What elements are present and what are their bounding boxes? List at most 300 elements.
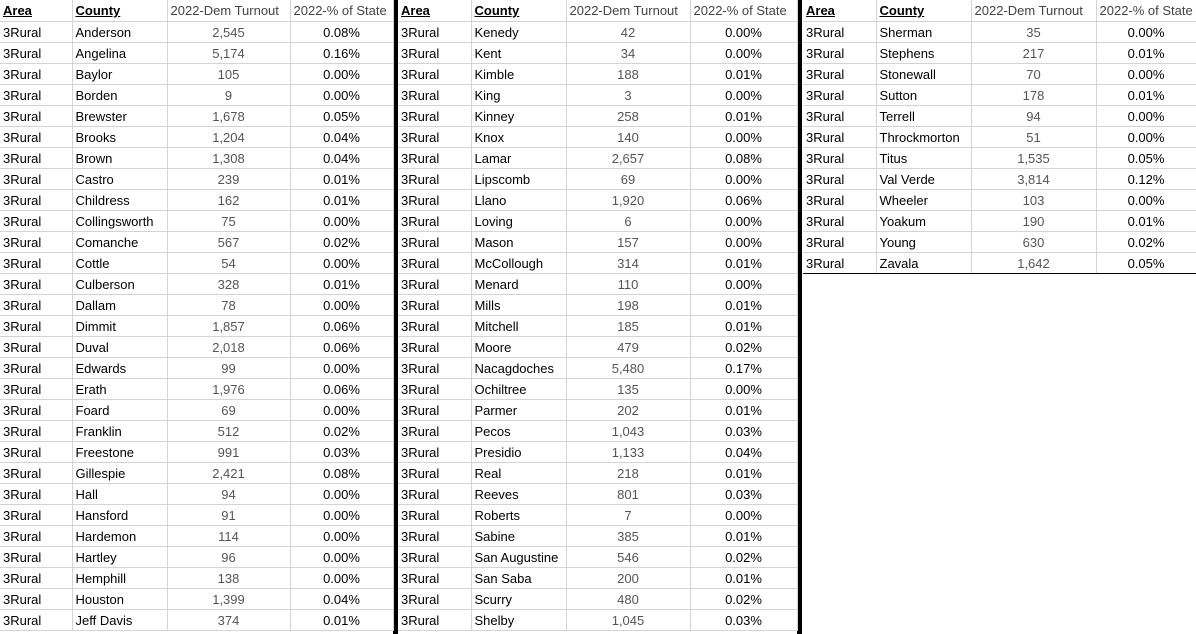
pct-of-state-cell[interactable]: 0.00% — [690, 43, 797, 64]
turnout-cell[interactable]: 1,678 — [167, 106, 290, 127]
county-cell[interactable]: Llano — [471, 190, 566, 211]
turnout-cell[interactable]: 2,545 — [167, 22, 290, 43]
table-row[interactable] — [398, 316, 797, 337]
turnout-cell[interactable]: 96 — [167, 547, 290, 568]
table-row[interactable] — [0, 295, 393, 316]
turnout-cell[interactable]: 239 — [167, 169, 290, 190]
pct-of-state-cell[interactable]: 0.00% — [690, 232, 797, 253]
area-cell[interactable]: 3Rural — [398, 400, 471, 421]
pct-of-state-cell[interactable]: 0.00% — [690, 169, 797, 190]
turnout-cell[interactable]: 1,399 — [167, 589, 290, 610]
header-county[interactable]: County — [471, 0, 566, 22]
county-cell[interactable]: Kenedy — [471, 22, 566, 43]
pct-of-state-cell[interactable]: 0.00% — [290, 547, 393, 568]
pct-of-state-cell[interactable]: 0.01% — [290, 190, 393, 211]
table-row[interactable] — [398, 337, 797, 358]
pct-of-state-cell[interactable]: 0.00% — [290, 505, 393, 526]
turnout-cell[interactable]: 103 — [971, 190, 1096, 211]
county-cell[interactable]: Terrell — [876, 106, 971, 127]
pct-of-state-cell[interactable]: 0.01% — [690, 400, 797, 421]
turnout-cell[interactable]: 34 — [566, 43, 690, 64]
area-cell[interactable]: 3Rural — [0, 211, 72, 232]
area-cell[interactable]: 3Rural — [398, 316, 471, 337]
county-cell[interactable]: San Saba — [471, 568, 566, 589]
county-cell[interactable]: Stephens — [876, 43, 971, 64]
table-row[interactable] — [0, 379, 393, 400]
county-cell[interactable]: Hardemon — [72, 526, 167, 547]
area-cell[interactable]: 3Rural — [803, 148, 876, 169]
county-cell[interactable]: Wheeler — [876, 190, 971, 211]
area-cell[interactable]: 3Rural — [0, 232, 72, 253]
turnout-cell[interactable]: 1,857 — [167, 316, 290, 337]
turnout-cell[interactable]: 1,204 — [167, 127, 290, 148]
table-row[interactable] — [398, 232, 797, 253]
table-row[interactable] — [398, 358, 797, 379]
turnout-cell[interactable]: 314 — [566, 253, 690, 274]
area-cell[interactable]: 3Rural — [398, 358, 471, 379]
county-cell[interactable]: Edwards — [72, 358, 167, 379]
area-cell[interactable]: 3Rural — [0, 421, 72, 442]
county-cell[interactable]: Culberson — [72, 274, 167, 295]
county-cell[interactable]: Yoakum — [876, 211, 971, 232]
county-cell[interactable]: Scurry — [471, 589, 566, 610]
table-row[interactable] — [0, 526, 393, 547]
table-row[interactable] — [398, 43, 797, 64]
table-row[interactable] — [398, 169, 797, 190]
table-row[interactable] — [0, 22, 393, 43]
county-cell[interactable]: Cottle — [72, 253, 167, 274]
county-cell[interactable]: Loving — [471, 211, 566, 232]
turnout-cell[interactable]: 69 — [566, 169, 690, 190]
table-row[interactable] — [803, 85, 1196, 106]
area-cell[interactable]: 3Rural — [803, 106, 876, 127]
table-row[interactable] — [0, 190, 393, 211]
pct-of-state-cell[interactable]: 0.16% — [290, 43, 393, 64]
area-cell[interactable]: 3Rural — [398, 190, 471, 211]
turnout-cell[interactable]: 94 — [971, 106, 1096, 127]
county-cell[interactable]: Kinney — [471, 106, 566, 127]
table-row[interactable] — [0, 400, 393, 421]
turnout-cell[interactable]: 630 — [971, 232, 1096, 253]
table-row[interactable] — [398, 85, 797, 106]
pct-of-state-cell[interactable]: 0.00% — [1096, 127, 1196, 148]
area-cell[interactable]: 3Rural — [398, 211, 471, 232]
area-cell[interactable]: 3Rural — [0, 148, 72, 169]
county-cell[interactable]: Jeff Davis — [72, 610, 167, 631]
pct-of-state-cell[interactable]: 0.08% — [290, 463, 393, 484]
county-cell[interactable]: Childress — [72, 190, 167, 211]
table-row[interactable] — [0, 589, 393, 610]
pct-of-state-cell[interactable]: 0.00% — [690, 85, 797, 106]
pct-of-state-cell[interactable]: 0.02% — [690, 547, 797, 568]
county-cell[interactable]: Franklin — [72, 421, 167, 442]
table-row[interactable] — [398, 190, 797, 211]
pct-of-state-cell[interactable]: 0.08% — [690, 148, 797, 169]
county-cell[interactable]: Dallam — [72, 295, 167, 316]
turnout-cell[interactable]: 110 — [566, 274, 690, 295]
county-cell[interactable]: Ochiltree — [471, 379, 566, 400]
table-row[interactable] — [803, 190, 1196, 211]
area-cell[interactable]: 3Rural — [803, 64, 876, 85]
table-row[interactable] — [0, 85, 393, 106]
header-area[interactable]: Area — [398, 0, 471, 22]
turnout-cell[interactable]: 512 — [167, 421, 290, 442]
table-row[interactable] — [0, 337, 393, 358]
pct-of-state-cell[interactable]: 0.06% — [690, 190, 797, 211]
table-row[interactable] — [0, 106, 393, 127]
table-row[interactable] — [398, 148, 797, 169]
area-cell[interactable]: 3Rural — [398, 43, 471, 64]
county-cell[interactable]: Hemphill — [72, 568, 167, 589]
turnout-cell[interactable]: 1,308 — [167, 148, 290, 169]
turnout-cell[interactable]: 135 — [566, 379, 690, 400]
table-row[interactable] — [398, 547, 797, 568]
county-cell[interactable]: Angelina — [72, 43, 167, 64]
county-cell[interactable]: Young — [876, 232, 971, 253]
area-cell[interactable]: 3Rural — [398, 253, 471, 274]
turnout-cell[interactable]: 3,814 — [971, 169, 1096, 190]
area-cell[interactable]: 3Rural — [0, 526, 72, 547]
pct-of-state-cell[interactable]: 0.02% — [690, 337, 797, 358]
county-cell[interactable]: Mason — [471, 232, 566, 253]
table-row[interactable] — [398, 274, 797, 295]
county-cell[interactable]: Castro — [72, 169, 167, 190]
area-cell[interactable]: 3Rural — [0, 127, 72, 148]
turnout-cell[interactable]: 35 — [971, 22, 1096, 43]
county-cell[interactable]: Baylor — [72, 64, 167, 85]
header-turnout[interactable]: 2022-Dem Turnout — [566, 0, 690, 22]
turnout-cell[interactable]: 138 — [167, 568, 290, 589]
pct-of-state-cell[interactable]: 0.12% — [1096, 169, 1196, 190]
header-area[interactable]: Area — [0, 0, 72, 22]
table-row[interactable] — [0, 127, 393, 148]
county-cell[interactable]: Comanche — [72, 232, 167, 253]
turnout-cell[interactable]: 6 — [566, 211, 690, 232]
county-cell[interactable]: McCollough — [471, 253, 566, 274]
area-cell[interactable]: 3Rural — [0, 43, 72, 64]
table-row[interactable] — [0, 43, 393, 64]
area-cell[interactable]: 3Rural — [803, 190, 876, 211]
table-row[interactable] — [0, 64, 393, 85]
pct-of-state-cell[interactable]: 0.00% — [290, 253, 393, 274]
area-cell[interactable]: 3Rural — [0, 442, 72, 463]
area-cell[interactable]: 3Rural — [803, 127, 876, 148]
county-cell[interactable]: Duval — [72, 337, 167, 358]
county-cell[interactable]: Collingsworth — [72, 211, 167, 232]
county-cell[interactable]: Brewster — [72, 106, 167, 127]
area-cell[interactable]: 3Rural — [398, 295, 471, 316]
turnout-cell[interactable]: 3 — [566, 85, 690, 106]
pct-of-state-cell[interactable]: 0.17% — [690, 358, 797, 379]
pct-of-state-cell[interactable]: 0.00% — [1096, 190, 1196, 211]
table-row[interactable] — [803, 169, 1196, 190]
turnout-cell[interactable]: 2,018 — [167, 337, 290, 358]
area-cell[interactable]: 3Rural — [803, 169, 876, 190]
county-cell[interactable]: Freestone — [72, 442, 167, 463]
table-row[interactable] — [0, 568, 393, 589]
table-row[interactable] — [0, 253, 393, 274]
table-row[interactable] — [398, 505, 797, 526]
pct-of-state-cell[interactable]: 0.00% — [290, 568, 393, 589]
county-cell[interactable]: Real — [471, 463, 566, 484]
header-turnout[interactable]: 2022-Dem Turnout — [971, 0, 1096, 22]
turnout-cell[interactable]: 185 — [566, 316, 690, 337]
county-cell[interactable]: Erath — [72, 379, 167, 400]
county-cell[interactable]: Brown — [72, 148, 167, 169]
table-row[interactable] — [0, 421, 393, 442]
county-cell[interactable]: Throckmorton — [876, 127, 971, 148]
area-cell[interactable]: 3Rural — [0, 484, 72, 505]
turnout-cell[interactable]: 479 — [566, 337, 690, 358]
pct-of-state-cell[interactable]: 0.03% — [690, 610, 797, 631]
pct-of-state-cell[interactable]: 0.00% — [290, 211, 393, 232]
pct-of-state-cell[interactable]: 0.00% — [1096, 106, 1196, 127]
pct-of-state-cell[interactable]: 0.05% — [290, 106, 393, 127]
pct-of-state-cell[interactable]: 0.01% — [690, 106, 797, 127]
area-cell[interactable]: 3Rural — [0, 253, 72, 274]
pct-of-state-cell[interactable]: 0.00% — [690, 505, 797, 526]
county-cell[interactable]: Parmer — [471, 400, 566, 421]
turnout-cell[interactable]: 5,480 — [566, 358, 690, 379]
area-cell[interactable]: 3Rural — [398, 169, 471, 190]
area-cell[interactable]: 3Rural — [398, 484, 471, 505]
pct-of-state-cell[interactable]: 0.00% — [1096, 64, 1196, 85]
county-cell[interactable]: Borden — [72, 85, 167, 106]
area-cell[interactable]: 3Rural — [398, 547, 471, 568]
area-cell[interactable]: 3Rural — [398, 526, 471, 547]
area-cell[interactable]: 3Rural — [803, 232, 876, 253]
area-cell[interactable]: 3Rural — [398, 589, 471, 610]
table-row[interactable] — [803, 22, 1196, 43]
county-cell[interactable]: Lipscomb — [471, 169, 566, 190]
turnout-cell[interactable]: 5,174 — [167, 43, 290, 64]
county-cell[interactable]: Val Verde — [876, 169, 971, 190]
area-cell[interactable]: 3Rural — [398, 232, 471, 253]
turnout-cell[interactable]: 480 — [566, 589, 690, 610]
turnout-cell[interactable]: 1,535 — [971, 148, 1096, 169]
pct-of-state-cell[interactable]: 0.06% — [290, 316, 393, 337]
area-cell[interactable]: 3Rural — [0, 169, 72, 190]
county-cell[interactable]: San Augustine — [471, 547, 566, 568]
pct-of-state-cell[interactable]: 0.04% — [290, 589, 393, 610]
turnout-cell[interactable]: 70 — [971, 64, 1096, 85]
table-row[interactable] — [398, 463, 797, 484]
pct-of-state-cell[interactable]: 0.00% — [290, 484, 393, 505]
table-row[interactable] — [0, 505, 393, 526]
turnout-cell[interactable]: 1,976 — [167, 379, 290, 400]
turnout-cell[interactable]: 178 — [971, 85, 1096, 106]
area-cell[interactable]: 3Rural — [398, 337, 471, 358]
county-cell[interactable]: Brooks — [72, 127, 167, 148]
area-cell[interactable]: 3Rural — [398, 148, 471, 169]
turnout-cell[interactable]: 198 — [566, 295, 690, 316]
table-row[interactable] — [398, 442, 797, 463]
turnout-cell[interactable]: 157 — [566, 232, 690, 253]
area-cell[interactable]: 3Rural — [398, 463, 471, 484]
county-cell[interactable]: Reeves — [471, 484, 566, 505]
pct-of-state-cell[interactable]: 0.04% — [290, 127, 393, 148]
area-cell[interactable]: 3Rural — [398, 106, 471, 127]
county-cell[interactable]: Hansford — [72, 505, 167, 526]
pct-of-state-cell[interactable]: 0.00% — [690, 379, 797, 400]
table-row[interactable] — [398, 379, 797, 400]
county-cell[interactable]: Hartley — [72, 547, 167, 568]
area-cell[interactable]: 3Rural — [0, 337, 72, 358]
pct-of-state-cell[interactable]: 0.05% — [1096, 253, 1196, 274]
area-cell[interactable]: 3Rural — [0, 379, 72, 400]
pct-of-state-cell[interactable]: 0.03% — [290, 442, 393, 463]
county-cell[interactable]: Lamar — [471, 148, 566, 169]
turnout-cell[interactable]: 546 — [566, 547, 690, 568]
county-cell[interactable]: Knox — [471, 127, 566, 148]
header-pct-of-state[interactable]: 2022-% of State — [1096, 0, 1196, 22]
county-cell[interactable]: Mitchell — [471, 316, 566, 337]
area-cell[interactable]: 3Rural — [398, 442, 471, 463]
area-cell[interactable]: 3Rural — [803, 43, 876, 64]
county-cell[interactable]: Titus — [876, 148, 971, 169]
pct-of-state-cell[interactable]: 0.01% — [690, 253, 797, 274]
pct-of-state-cell[interactable]: 0.01% — [690, 568, 797, 589]
area-cell[interactable]: 3Rural — [398, 568, 471, 589]
table-row[interactable] — [398, 589, 797, 610]
turnout-cell[interactable]: 1,642 — [971, 253, 1096, 274]
table-row[interactable] — [0, 610, 393, 631]
table-row[interactable] — [0, 274, 393, 295]
pct-of-state-cell[interactable]: 0.01% — [690, 295, 797, 316]
turnout-cell[interactable]: 190 — [971, 211, 1096, 232]
header-area[interactable]: Area — [803, 0, 876, 22]
table-row[interactable] — [0, 232, 393, 253]
county-cell[interactable]: Stonewall — [876, 64, 971, 85]
turnout-cell[interactable]: 328 — [167, 274, 290, 295]
table-row[interactable] — [0, 463, 393, 484]
table-row[interactable] — [0, 169, 393, 190]
county-cell[interactable]: Roberts — [471, 505, 566, 526]
header-pct-of-state[interactable]: 2022-% of State — [290, 0, 393, 22]
area-cell[interactable]: 3Rural — [398, 22, 471, 43]
table-row[interactable] — [398, 253, 797, 274]
turnout-cell[interactable]: 51 — [971, 127, 1096, 148]
county-cell[interactable]: Gillespie — [72, 463, 167, 484]
pct-of-state-cell[interactable]: 0.01% — [1096, 211, 1196, 232]
turnout-cell[interactable]: 1,920 — [566, 190, 690, 211]
pct-of-state-cell[interactable]: 0.01% — [1096, 85, 1196, 106]
turnout-cell[interactable]: 140 — [566, 127, 690, 148]
pct-of-state-cell[interactable]: 0.00% — [290, 400, 393, 421]
area-cell[interactable]: 3Rural — [398, 505, 471, 526]
header-county[interactable]: County — [876, 0, 971, 22]
table-row[interactable] — [803, 211, 1196, 232]
pct-of-state-cell[interactable]: 0.06% — [290, 337, 393, 358]
county-cell[interactable]: Moore — [471, 337, 566, 358]
area-cell[interactable]: 3Rural — [398, 64, 471, 85]
county-cell[interactable]: Menard — [471, 274, 566, 295]
table-row[interactable] — [0, 484, 393, 505]
area-cell[interactable]: 3Rural — [0, 190, 72, 211]
area-cell[interactable]: 3Rural — [398, 379, 471, 400]
pct-of-state-cell[interactable]: 0.01% — [690, 526, 797, 547]
county-cell[interactable]: Mills — [471, 295, 566, 316]
turnout-cell[interactable]: 162 — [167, 190, 290, 211]
table-row[interactable] — [803, 127, 1196, 148]
pct-of-state-cell[interactable]: 0.01% — [690, 64, 797, 85]
turnout-cell[interactable]: 91 — [167, 505, 290, 526]
table-row[interactable] — [0, 547, 393, 568]
turnout-cell[interactable]: 374 — [167, 610, 290, 631]
county-cell[interactable]: King — [471, 85, 566, 106]
table-row[interactable] — [803, 64, 1196, 85]
area-cell[interactable]: 3Rural — [0, 22, 72, 43]
pct-of-state-cell[interactable]: 0.05% — [1096, 148, 1196, 169]
pct-of-state-cell[interactable]: 0.00% — [290, 526, 393, 547]
pct-of-state-cell[interactable]: 0.02% — [690, 589, 797, 610]
area-cell[interactable]: 3Rural — [803, 253, 876, 274]
turnout-cell[interactable]: 42 — [566, 22, 690, 43]
table-row[interactable] — [398, 568, 797, 589]
table-row[interactable] — [803, 253, 1196, 274]
area-cell[interactable]: 3Rural — [0, 568, 72, 589]
county-cell[interactable]: Sutton — [876, 85, 971, 106]
table-row[interactable] — [398, 400, 797, 421]
turnout-cell[interactable]: 200 — [566, 568, 690, 589]
pct-of-state-cell[interactable]: 0.00% — [290, 358, 393, 379]
pct-of-state-cell[interactable]: 0.00% — [690, 22, 797, 43]
pct-of-state-cell[interactable]: 0.00% — [290, 64, 393, 85]
pct-of-state-cell[interactable]: 0.00% — [690, 211, 797, 232]
table-row[interactable] — [803, 148, 1196, 169]
county-cell[interactable]: Kimble — [471, 64, 566, 85]
area-cell[interactable]: 3Rural — [803, 22, 876, 43]
turnout-cell[interactable]: 991 — [167, 442, 290, 463]
turnout-cell[interactable]: 7 — [566, 505, 690, 526]
pct-of-state-cell[interactable]: 0.00% — [690, 274, 797, 295]
pct-of-state-cell[interactable]: 0.00% — [290, 85, 393, 106]
table-row[interactable] — [398, 64, 797, 85]
turnout-cell[interactable]: 258 — [566, 106, 690, 127]
pct-of-state-cell[interactable]: 0.01% — [290, 169, 393, 190]
area-cell[interactable]: 3Rural — [398, 127, 471, 148]
pct-of-state-cell[interactable]: 0.01% — [690, 316, 797, 337]
county-cell[interactable]: Shelby — [471, 610, 566, 631]
turnout-cell[interactable]: 1,045 — [566, 610, 690, 631]
area-cell[interactable]: 3Rural — [0, 463, 72, 484]
area-cell[interactable]: 3Rural — [398, 610, 471, 631]
area-cell[interactable]: 3Rural — [0, 106, 72, 127]
turnout-cell[interactable]: 202 — [566, 400, 690, 421]
area-cell[interactable]: 3Rural — [803, 85, 876, 106]
pct-of-state-cell[interactable]: 0.01% — [290, 274, 393, 295]
turnout-cell[interactable]: 75 — [167, 211, 290, 232]
area-cell[interactable]: 3Rural — [0, 505, 72, 526]
turnout-cell[interactable]: 567 — [167, 232, 290, 253]
turnout-cell[interactable]: 78 — [167, 295, 290, 316]
pct-of-state-cell[interactable]: 0.02% — [290, 232, 393, 253]
turnout-cell[interactable]: 1,043 — [566, 421, 690, 442]
area-cell[interactable]: 3Rural — [0, 316, 72, 337]
area-cell[interactable]: 3Rural — [398, 85, 471, 106]
county-cell[interactable]: Sherman — [876, 22, 971, 43]
turnout-cell[interactable]: 105 — [167, 64, 290, 85]
table-row[interactable] — [0, 211, 393, 232]
table-row[interactable] — [398, 526, 797, 547]
county-cell[interactable]: Houston — [72, 589, 167, 610]
area-cell[interactable]: 3Rural — [398, 274, 471, 295]
pct-of-state-cell[interactable]: 0.06% — [290, 379, 393, 400]
county-cell[interactable]: Sabine — [471, 526, 566, 547]
turnout-cell[interactable]: 2,657 — [566, 148, 690, 169]
area-cell[interactable]: 3Rural — [0, 547, 72, 568]
turnout-cell[interactable]: 9 — [167, 85, 290, 106]
